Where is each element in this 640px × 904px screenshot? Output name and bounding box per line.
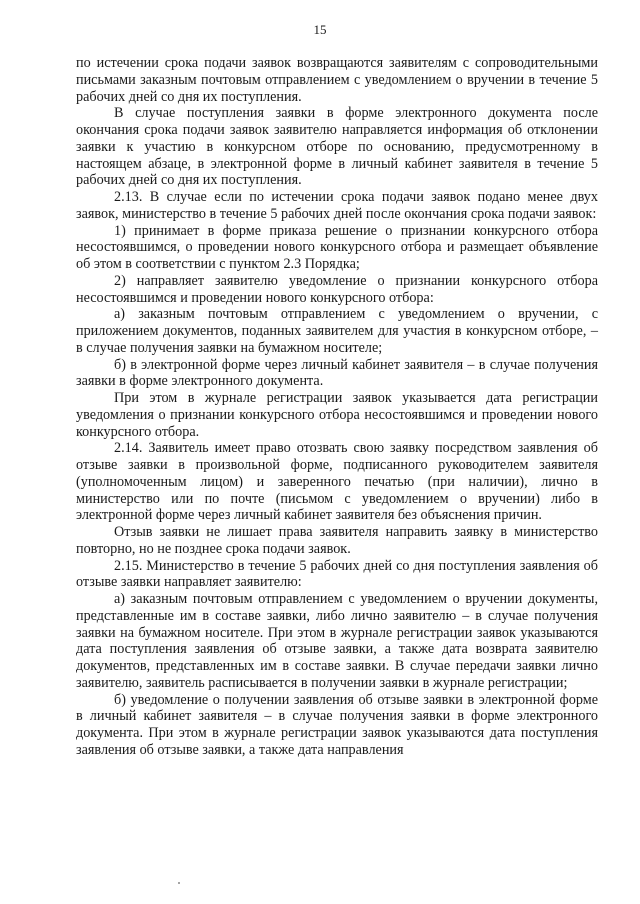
page-number: 15 — [313, 22, 327, 37]
paragraph-clause-2-13-item-1: 1) принимает в форме приказа решение о признании конкурсного отбора несостоявшимся, о проведении нового конкурсного отбора и размещает объявление об этом в соответствии с пунктом 2.3 Порядка; — [76, 222, 598, 272]
paragraph-clause-2-13: 2.13. В случае если по истечении срока подачи заявок подано менее двух заявок, министерство в течение 5 рабочих дней после окончания срока подачи заявок: — [76, 189, 598, 222]
paragraph-clause-2-14: 2.14. Заявитель имеет право отозвать свою заявку посредством заявления об отзыве заявки в произвольной форме, подписанного руководителем заявителя (уполномоченным лицом) и заверенного печатью (при наличии), лично в министерство или по почте (письмом с уведомлением о вручении) либо в электронной форме через личный кабинет заявителя без объяснения причин. — [76, 440, 598, 524]
paragraph-clause-2-13-item-2b: б) в электронной форме через личный кабинет заявителя – в случае получения заявки в форме электронного документа. — [76, 356, 598, 390]
paragraph-clause-2-13-item-2: 2) направляет заявителю уведомление о признании конкурсного отбора несостоявшимся и проведении нового конкурсного отбора: — [76, 272, 598, 306]
paragraph-continuation: по истечении срока подачи заявок возвращаются заявителям с сопроводительными письмами заказным почтовым отправлением с уведомлением о вручении в течение 5 рабочих дней со дня их поступления. — [76, 55, 598, 105]
paragraph-clause-2-15-item-a: а) заказным почтовым отправлением с уведомлением о вручении документы, представленные им в составе заявки, либо лично заявителю – в случае получения заявки на бумажном носителе. При этом в журнале регистрации заявок указываются дата поступления заявления об отзыве заявки, а также дата возврата заявителю документов, представленных им в составе заявки. В случае передачи заявки лично заявителю, заявитель расписывается в получении заявки в журнале регистрации; — [76, 591, 598, 691]
document-body — [76, 55, 598, 759]
scan-speck — [178, 882, 180, 884]
paragraph-withdrawal-note: Отзыв заявки не лишает права заявителя направить заявку в министерство повторно, но не позднее срока подачи заявок. — [76, 524, 598, 557]
paragraph-clause-2-15: 2.15. Министерство в течение 5 рабочих дней со дня поступления заявления об отзыве заявки направляет заявителю: — [76, 557, 598, 591]
paragraph-late-electronic-application: В случае поступления заявки в форме электронного документа после окончания срока подачи заявок заявителю направляется информация об отклонении заявки к участию в конкурсном отборе по основанию, предусмотренному в настоящем абзаце, в электронной форме в личный кабинет заявителя в течение 5 рабочих дней со дня их поступления. — [76, 105, 598, 189]
paragraph-clause-2-15-item-b: б) уведомление о получении заявления об отзыве заявки в электронной форме в личный кабинет заявителя – в случае получения заявки в форме электронного документа. При этом в журнале регистрации заявок указываются дата поступления заявления об отзыве заявки, а также дата направления — [76, 691, 598, 758]
paragraph-registration-note: При этом в журнале регистрации заявок указывается дата регистрации уведомления о признании конкурсного отбора несостоявшимся и проведении нового конкурсного отбора. — [76, 390, 598, 440]
paragraph-clause-2-13-item-2a: а) заказным почтовым отправлением с уведомлением о вручении, с приложением документов, поданных заявителем для участия в конкурсном отборе, – в случае получения заявки на бумажном носителе; — [76, 306, 598, 356]
